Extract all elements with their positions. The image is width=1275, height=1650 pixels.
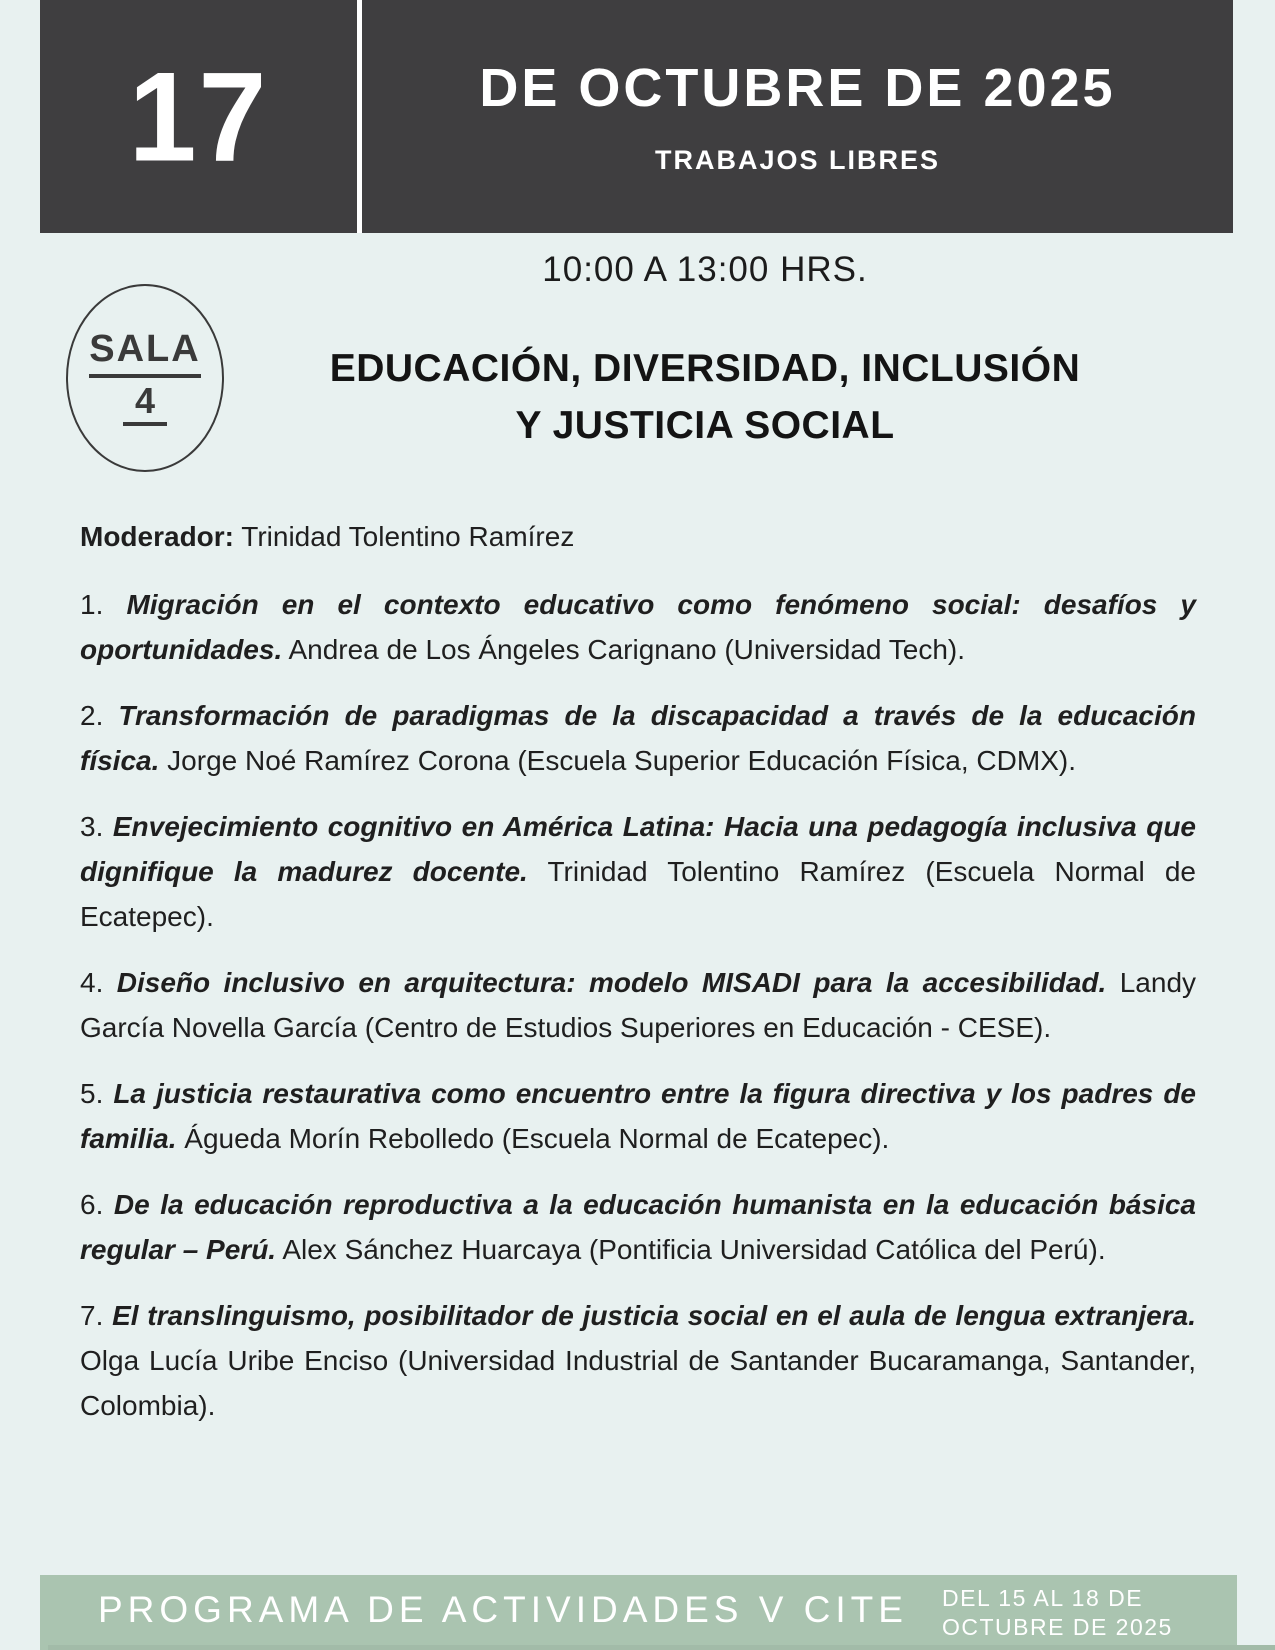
item-title: Diseño inclusivo en arquitectura: modelo MISADI para la accesibilidad. [116,967,1107,998]
item-authors: Olga Lucía Uribe Enciso (Universidad Industrial de Santander Bucaramanga, Santander, Colombia). [80,1345,1196,1421]
item-title: El translinguismo, posibilitador de justicia social en el aula de lengua extranjera. [112,1300,1197,1331]
item-title: La justicia restaurativa como encuentro entre la figura directiva y los padres de familia. [80,1078,1197,1154]
item-authors: Alex Sánchez Huarcaya (Pontificia Universidad Católica del Perú). [282,1234,1106,1265]
agenda-item-6 [80,1182,1196,1272]
room-badge [66,284,224,472]
room-number: 4 [123,378,167,427]
banner-category: TRABAJOS LIBRES [654,145,941,175]
footer-dates-line1: DEL 15 AL 18 DE [942,1585,1144,1611]
date-banner [40,0,1233,233]
moderator-line [80,514,1196,559]
agenda-item-1 [80,582,1196,672]
footer-dates [942,1584,1173,1642]
item-authors: Águeda Morín Rebolledo (Escuela Normal de Ecatepec). [184,1123,890,1154]
agenda-item-2 [80,693,1196,783]
session-title-line1: EDUCACIÓN, DIVERSIDAD, INCLUSIÓN [329,347,1081,390]
item-number: 2. [80,700,104,731]
agenda-item-4 [80,960,1196,1050]
banner-date: DE OCTUBRE DE 2025 [479,58,1116,118]
moderator-label: Moderador: [80,521,234,552]
item-title: Envejecimiento cognitivo en América Latina: Hacia una pedagogía inclusiva que dignifique la madurez docente. [80,811,1196,887]
footer-bar [40,1575,1237,1650]
item-number: 5. [80,1078,104,1109]
item-authors: Jorge Noé Ramírez Corona (Escuela Superior Educación Física, CDMX). [167,745,1076,776]
room-label: SALA [89,330,200,378]
item-number: 7. [80,1300,104,1331]
item-authors: Trinidad Tolentino Ramírez (Escuela Normal de Ecatepec). [80,856,1197,932]
item-number: 6. [80,1189,104,1220]
session-head [245,250,1165,454]
session-title-line2: Y JUSTICIA SOCIAL [515,404,895,447]
date-cell [362,0,1233,233]
item-number: 4. [80,967,104,998]
session-title [245,340,1165,454]
agenda-item-7 [80,1293,1196,1428]
item-title: Migración en el contexto educativo como fenómeno social: desafíos y oportunidades. [80,589,1197,665]
agenda-item-3 [80,804,1196,939]
item-number: 1. [80,589,104,620]
item-title: De la educación reproductiva a la educación humanista en la educación básica regular – Perú. [80,1189,1196,1265]
day-cell [40,0,357,233]
session-time: 10:00 A 13:00 HRS. [542,250,868,289]
item-authors: Landy García Novella García (Centro de Estudios Superiores en Educación - CESE). [80,967,1197,1043]
moderator-name: Trinidad Tolentino Ramírez [241,521,575,552]
footer-dates-line2: OCTUBRE DE 2025 [942,1614,1173,1640]
session-program [80,514,1196,1449]
agenda-item-5 [80,1071,1196,1161]
item-title: Transformación de paradigmas de la discapacidad a través de la educación física. [80,700,1196,776]
item-number: 3. [80,811,104,842]
footer-title: PROGRAMA DE ACTIVIDADES V CITE [98,1589,908,1630]
item-authors: Andrea de Los Ángeles Carignano (Universidad Tech). [288,634,966,665]
next-section-edge [48,1645,1275,1650]
day-number: 17 [128,45,269,188]
